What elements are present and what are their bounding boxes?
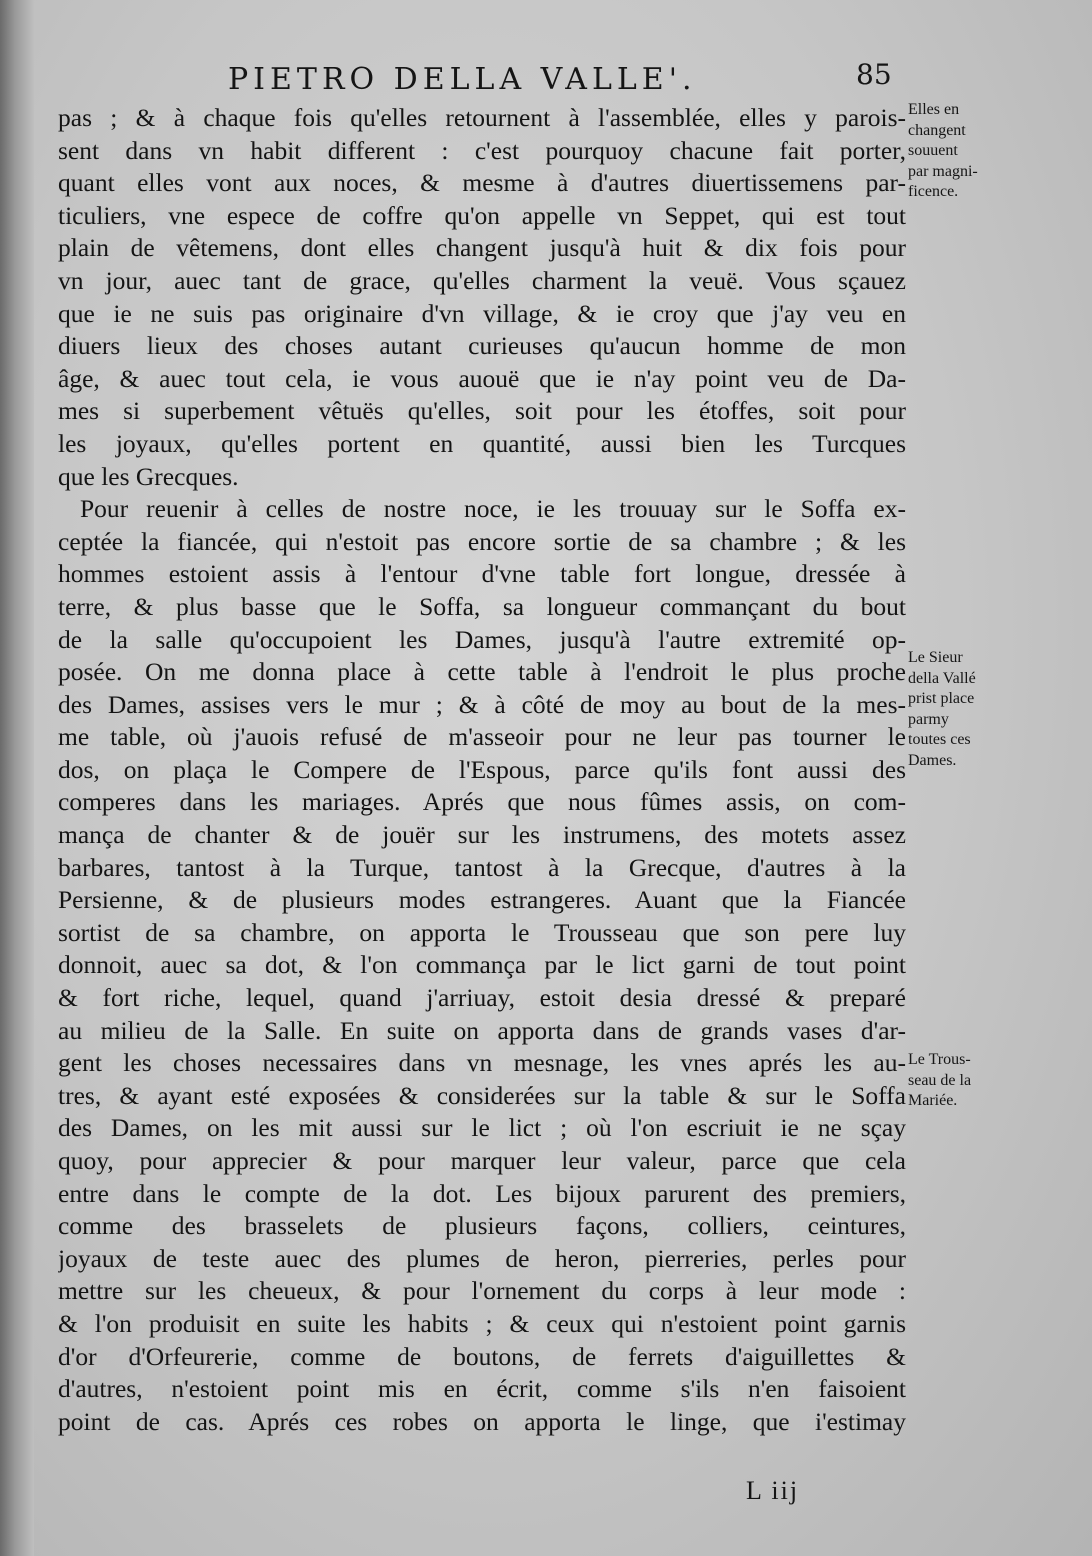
margin-note-line: Le Sieur	[908, 649, 963, 666]
text-line: dos, on plaça le Compere de l'Espous, parce qu'ils font aussi des	[58, 754, 906, 784]
margin-note-line: souuent	[908, 142, 958, 159]
text-line: tres, & ayant esté exposées & considerées sur la table & sur le Soffa	[58, 1080, 906, 1110]
text-line: mes si superbement vêtuës qu'elles, soit pour les étoffes, soit pour	[58, 396, 906, 426]
text-line: de la salle qu'occupoient les Dames, jusqu'à l'autre extremité op-	[58, 624, 906, 654]
text-line: vn jour, auec tant de grace, qu'elles charment la veuë. Vous sçauez	[58, 265, 906, 295]
margin-note-line: ficence.	[908, 183, 959, 200]
text-line: point de cas. Aprés ces robes on apporta le linge, que i'estimay	[58, 1406, 906, 1436]
text-line: quant elles vont aux noces, & mesme à d'autres diuertissemens par-	[58, 168, 906, 198]
margin-note-trousseau	[908, 1050, 1028, 1112]
margin-note-line: Elles en	[908, 101, 960, 118]
margin-note-finery	[908, 100, 1028, 203]
margin-note-line: toutes ces	[908, 731, 971, 748]
text-line: pas ; & à chaque fois qu'elles retournent à l'assemblée, elles y parois-	[58, 103, 906, 132]
signature-mark: L iij	[746, 1476, 800, 1505]
margin-note-seat	[908, 648, 1028, 771]
text-line: mança de chanter & de jouër sur les instrumens, des motets assez	[58, 820, 906, 850]
text-line: donnoit, auec sa dot, & l'on commança par le lict garni de tout point	[58, 950, 906, 980]
text-line: d'or d'Orfeurerie, comme de boutons, de ferrets d'aiguillettes &	[58, 1341, 906, 1371]
margin-note-line: prist place	[908, 690, 975, 707]
margin-note-line: seau de la	[908, 1071, 972, 1089]
binding-gutter	[0, 0, 34, 1556]
text-line: que ie ne suis pas originaire d'vn village, & ie croy que j'ay veu en	[58, 298, 906, 328]
text-line: terre, & plus basse que le Soffa, sa longueur commançant du bout	[58, 591, 906, 621]
text-line: les joyaux, qu'elles portent en quantité, aussi bien les Turcques	[58, 428, 906, 458]
text-line: gent les choses necessaires dans vn mesnage, les vnes aprés les au-	[58, 1048, 906, 1078]
margin-note-line: changent	[908, 121, 966, 139]
text-line: & fort riche, lequel, quand j'arriuay, estoit desia dressé & preparé	[58, 983, 906, 1013]
text-line: & l'on produisit en suite les habits ; & ceux qui n'estoient point garnis	[58, 1308, 906, 1338]
text-line: barbares, tantost à la Turque, tantost à la Grecque, d'autres à la	[58, 852, 906, 882]
text-line: Pour reuenir à celles de nostre noce, ie les trouuay sur le Soffa ex-	[80, 494, 906, 524]
text-line: me table, où j'auois refusé de m'asseoir pour ne leur pas tourner le	[58, 722, 906, 752]
text-line: joyaux de teste auec des plumes de heron, pierreries, perles pour	[58, 1243, 906, 1273]
text-line: plain de vêtemens, dont elles changent jusqu'à huit & dix fois pour	[58, 233, 906, 263]
text-line: quoy, pour apprecier & pour marquer leur valeur, parce que cela	[58, 1146, 906, 1175]
margin-note-line: Le Trous-	[908, 1051, 971, 1068]
text-line: comperes dans les mariages. Aprés que nous fûmes assis, on com-	[58, 787, 906, 817]
text-line: Persienne, & de plusieurs modes estrangeres. Auant que la Fiancée	[58, 885, 906, 915]
text-line: au milieu de la Salle. En suite on apporta dans de grands vases d'ar-	[58, 1015, 906, 1045]
margin-note-line: Mariée.	[908, 1092, 958, 1109]
text-line: comme des brasselets de plusieurs façons, colliers, ceintures,	[58, 1211, 906, 1241]
text-line: hommes estoient assis à l'entour d'vne table fort longue, dressée à	[58, 559, 906, 589]
text-line: diuers lieux des choses autant curieuses qu'aucun homme de mon	[58, 331, 906, 361]
margin-note-line: della Vallé	[908, 669, 976, 687]
text-line: des Dames, on les mit aussi sur le lict ; où l'on escriuit ie ne sçay	[58, 1113, 906, 1143]
margin-note-line: par magni-	[908, 162, 978, 180]
text-line: âge, & auec tout cela, ie vous auouë que ie n'ay point veu de Da-	[58, 363, 906, 393]
text-line: ceptée la fiancée, qui n'estoit pas encore sortie de sa chambre ; & les	[58, 526, 906, 556]
text-line: que les Grecques.	[58, 461, 239, 491]
text-line: entre dans le compte de la dot. Les bijoux parurent des premiers,	[58, 1178, 906, 1208]
text-line: sortist de sa chambre, on apporta le Trousseau que son pere luy	[58, 917, 906, 947]
page-number: 85	[856, 58, 892, 91]
text-line: sent dans vn habit different : c'est pourquoy chacune fait porter,	[58, 135, 906, 165]
body-text	[58, 102, 906, 1438]
running-title: PIETRO DELLA VALLE'.	[228, 62, 697, 97]
margin-note-line: Dames.	[908, 751, 957, 769]
text-line: des Dames, assises vers le mur ; & à côté de moy au bout de la mes-	[58, 689, 906, 719]
text-line: mettre sur les cheueux, & pour l'ornement du corps à leur mode :	[58, 1276, 906, 1306]
text-line: posée. On me donna place à cette table à l'endroit le plus proche	[58, 657, 906, 687]
margin-note-line: parmy	[908, 710, 949, 728]
text-line: d'autres, n'estoient point mis en écrit, comme s'ils n'en faisoient	[58, 1374, 906, 1404]
text-line: ticuliers, vne espece de coffre qu'on appelle vn Seppet, qui est tout	[58, 200, 906, 230]
